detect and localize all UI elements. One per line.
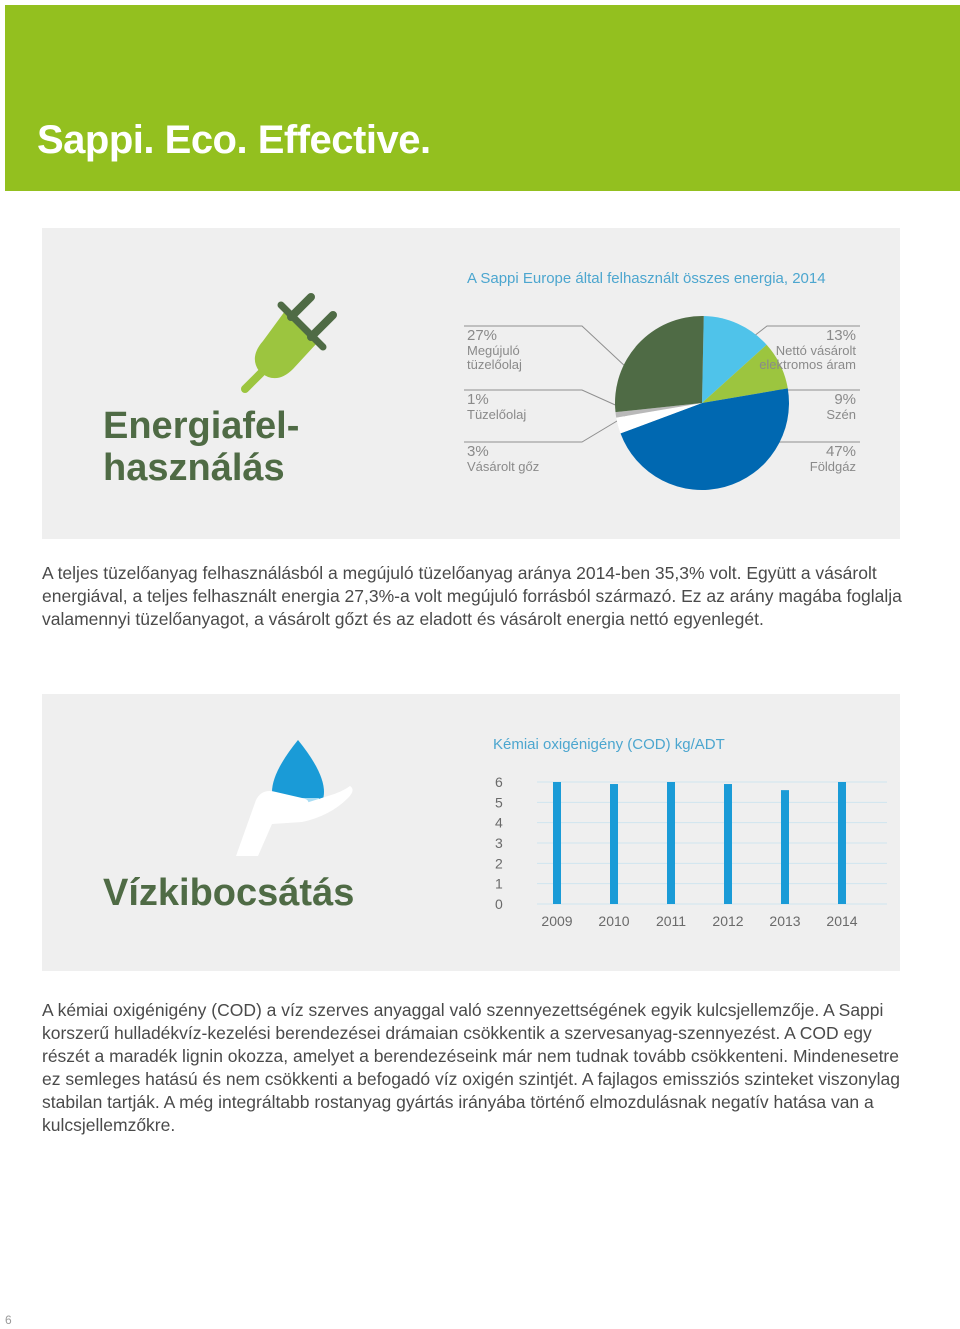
energy-paragraph: A teljes tüzelőanyag felhasználásból a megújuló tüzelőanyag aránya 2014-ben 35,3% volt. Együtt a vásárolt energiával, a teljes felhasznált energia 27,3%-a volt megújuló forrásból származó. Ez az arány magába foglalja valamennyi tüzelőanyagot, a vásárolt gőzt és az eladott és vásárolt energia nettó egyenlegét. (42, 563, 902, 629)
label-renewable: 27% Megújuló tüzelőolaj (467, 327, 522, 372)
x-tick-label: 2014 (826, 913, 858, 929)
water-chart-title: Kémiai oxigénigény (COD) kg/ADT (493, 736, 725, 753)
y-tick-label: 6 (495, 774, 503, 790)
bar-2012 (724, 784, 732, 904)
bar-2014 (838, 782, 846, 904)
energy-title-line1: Energiafel- (103, 405, 300, 447)
label-steam: 3% Vásárolt gőz (467, 443, 540, 474)
page-number: 6 (5, 1313, 12, 1327)
header-banner (5, 5, 960, 191)
bar-2010 (610, 784, 618, 904)
label-gas: 47% Földgáz (809, 443, 856, 474)
water-panel (42, 694, 900, 971)
bar-2013 (781, 790, 789, 904)
water-paragraph: A kémiai oxigénigény (COD) a víz szerves anyaggal való szennyezettségének egyik kulcsjellemzője. A Sappi korszerű hulladékvíz-kezelési berendezései drámaian csökkentik a szervesanyag-szennyezést. A COD egy részét a maradék lignin okozza, amelyet a berendezéseink már nem tudnak tovább csökkenteni. Mindenesetre ez semleges hatású és nem csökkenti a befogadó víz oxigén szintjét. A fajlagos emissziós szinteket viszonylag stabilan tartják. A még integráltabb rostanyag gyártás irányába történő elmozdulásnak negatív hatása van a kulcsjellemzőkre. (42, 1000, 900, 1135)
energy-chart-title: A Sappi Europe által felhasznált összes energia, 2014 (467, 270, 826, 287)
water-title: Vízkibocsátás (103, 872, 355, 914)
bar-2009 (553, 782, 561, 904)
x-tick-label: 2009 (541, 913, 573, 929)
y-tick-label: 0 (495, 896, 503, 912)
x-tick-label: 2011 (655, 913, 687, 929)
energy-panel (42, 228, 900, 539)
label-coal: 9% Szén (826, 391, 856, 422)
x-tick-label: 2012 (712, 913, 744, 929)
energy-title-line2: használás (103, 447, 285, 489)
x-tick-label: 2010 (598, 913, 630, 929)
y-tick-label: 3 (495, 835, 503, 851)
x-tick-label: 2013 (769, 913, 801, 929)
cod-bar-chart (487, 774, 887, 939)
label-fueloil: 1% Tüzelőolaj (467, 391, 527, 422)
y-tick-label: 5 (495, 794, 503, 811)
power-plug-icon (237, 293, 347, 393)
page-title: Sappi. Eco. Effective. (37, 118, 431, 162)
label-electricity: 13% Nettó vásárolt elektromos áram (759, 327, 856, 372)
water-drop-hand-icon (232, 736, 357, 861)
y-tick-label: 2 (495, 855, 503, 872)
bar-2011 (667, 782, 675, 904)
pie-slice-5 (615, 316, 704, 412)
y-tick-label: 1 (495, 875, 503, 892)
y-tick-label: 4 (495, 814, 503, 831)
